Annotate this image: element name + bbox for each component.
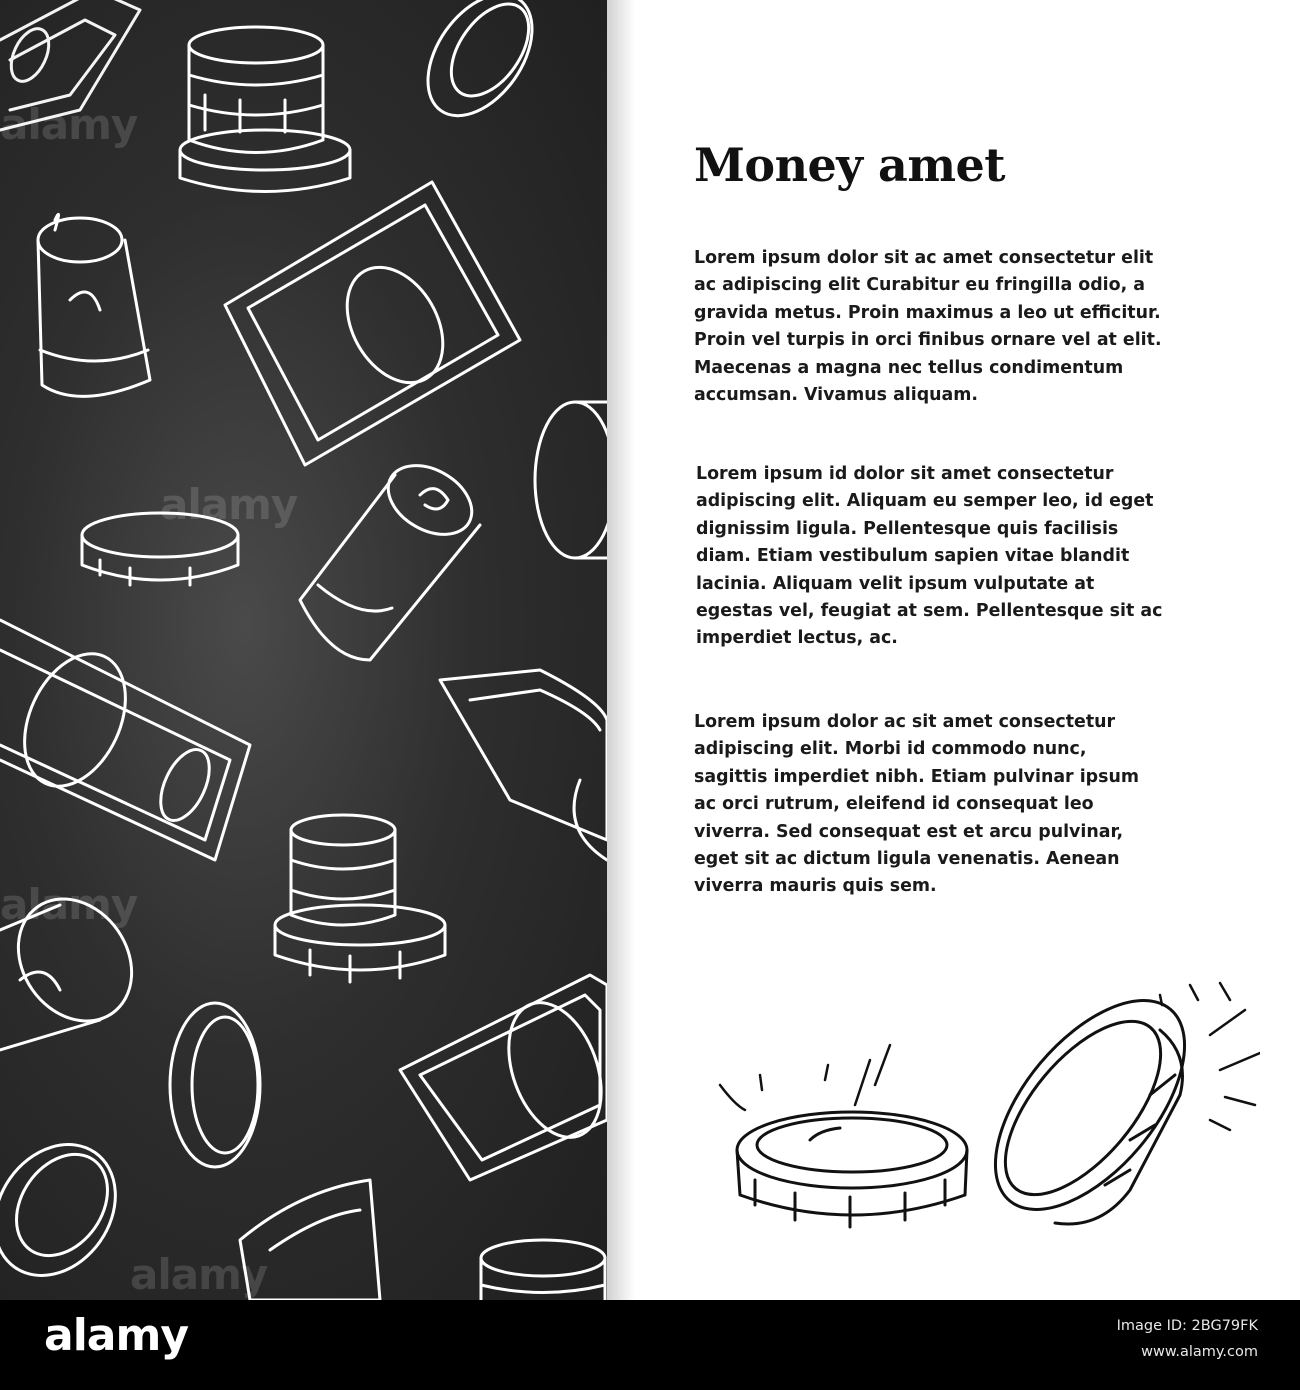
flat-coin-doodle — [737, 1112, 967, 1227]
watermark: alamy — [0, 880, 138, 929]
coin-stack-doodle — [481, 1240, 605, 1300]
shining-coins-illustration — [700, 965, 1260, 1245]
body-paragraph-2: Lorem ipsum id dolor sit amet consectetur adipiscing elit. Aliquam eu semper leo, id eget dignissim ligula. Pellentesque quis facilisis diam. Etiam vestibulum sapien vitae blandit lacinia. Aliquam velit ipsum vulputate at egestas vel, feugiat at sem. Pellentesque sit ac imperdiet lectus, ac. — [696, 464, 1163, 649]
watermark: alamy — [0, 100, 138, 149]
watermark: alamy — [130, 1250, 268, 1299]
banknote-doodle — [0, 620, 250, 860]
stock-footer-bar — [0, 1300, 1300, 1390]
coin-doodle — [170, 1003, 260, 1167]
chalk-doodles-illustration — [0, 0, 607, 1300]
coin-stack-doodle — [275, 815, 445, 982]
body-paragraph-3: Lorem ipsum dolor ac sit amet consectetur adipiscing elit. Morbi id commodo nunc, sagittis imperdiet nibh. Etiam pulvinar ipsum ac orci rutrum, eleifend id consequat leo viverra. Sed consequat est et arcu pulvinar, eget sit ac dictum ligula venenatis. Aenean viverra mauris quis sem. — [694, 712, 1139, 897]
alamy-logo: alamy — [44, 1310, 188, 1361]
coin-stack-doodle — [180, 27, 350, 192]
watermark: alamy — [160, 480, 298, 529]
banknote-doodle — [440, 670, 607, 860]
image-id-label: Image ID: 2BG79FK — [1116, 1318, 1258, 1334]
coin-doodle — [535, 402, 607, 558]
banknote-doodle — [225, 182, 520, 465]
poster-title: Money amet — [694, 138, 1006, 192]
body-paragraph-1: Lorem ipsum dolor sit ac amet consectetur elit ac adipiscing elit Curabitur eu fringilla odio, a gravida metus. Proin maximus a leo ut efficitur. Proin vel turpis in orci finibus ornare vel at elit. Maecenas a magna nec tellus condimentum accumsan. Vivamus aliquam. — [694, 248, 1162, 406]
rolled-bill-doodle — [300, 452, 484, 660]
site-url[interactable]: www.alamy.com — [1141, 1344, 1258, 1360]
banknote-doodle — [400, 975, 607, 1180]
coin-doodle — [407, 0, 554, 135]
rolled-bill-doodle — [38, 214, 150, 396]
coin-doodle — [0, 1121, 140, 1299]
panel-shadow — [607, 0, 635, 1300]
tilted-coin-doodle — [960, 967, 1220, 1242]
chalkboard-panel — [0, 0, 607, 1300]
